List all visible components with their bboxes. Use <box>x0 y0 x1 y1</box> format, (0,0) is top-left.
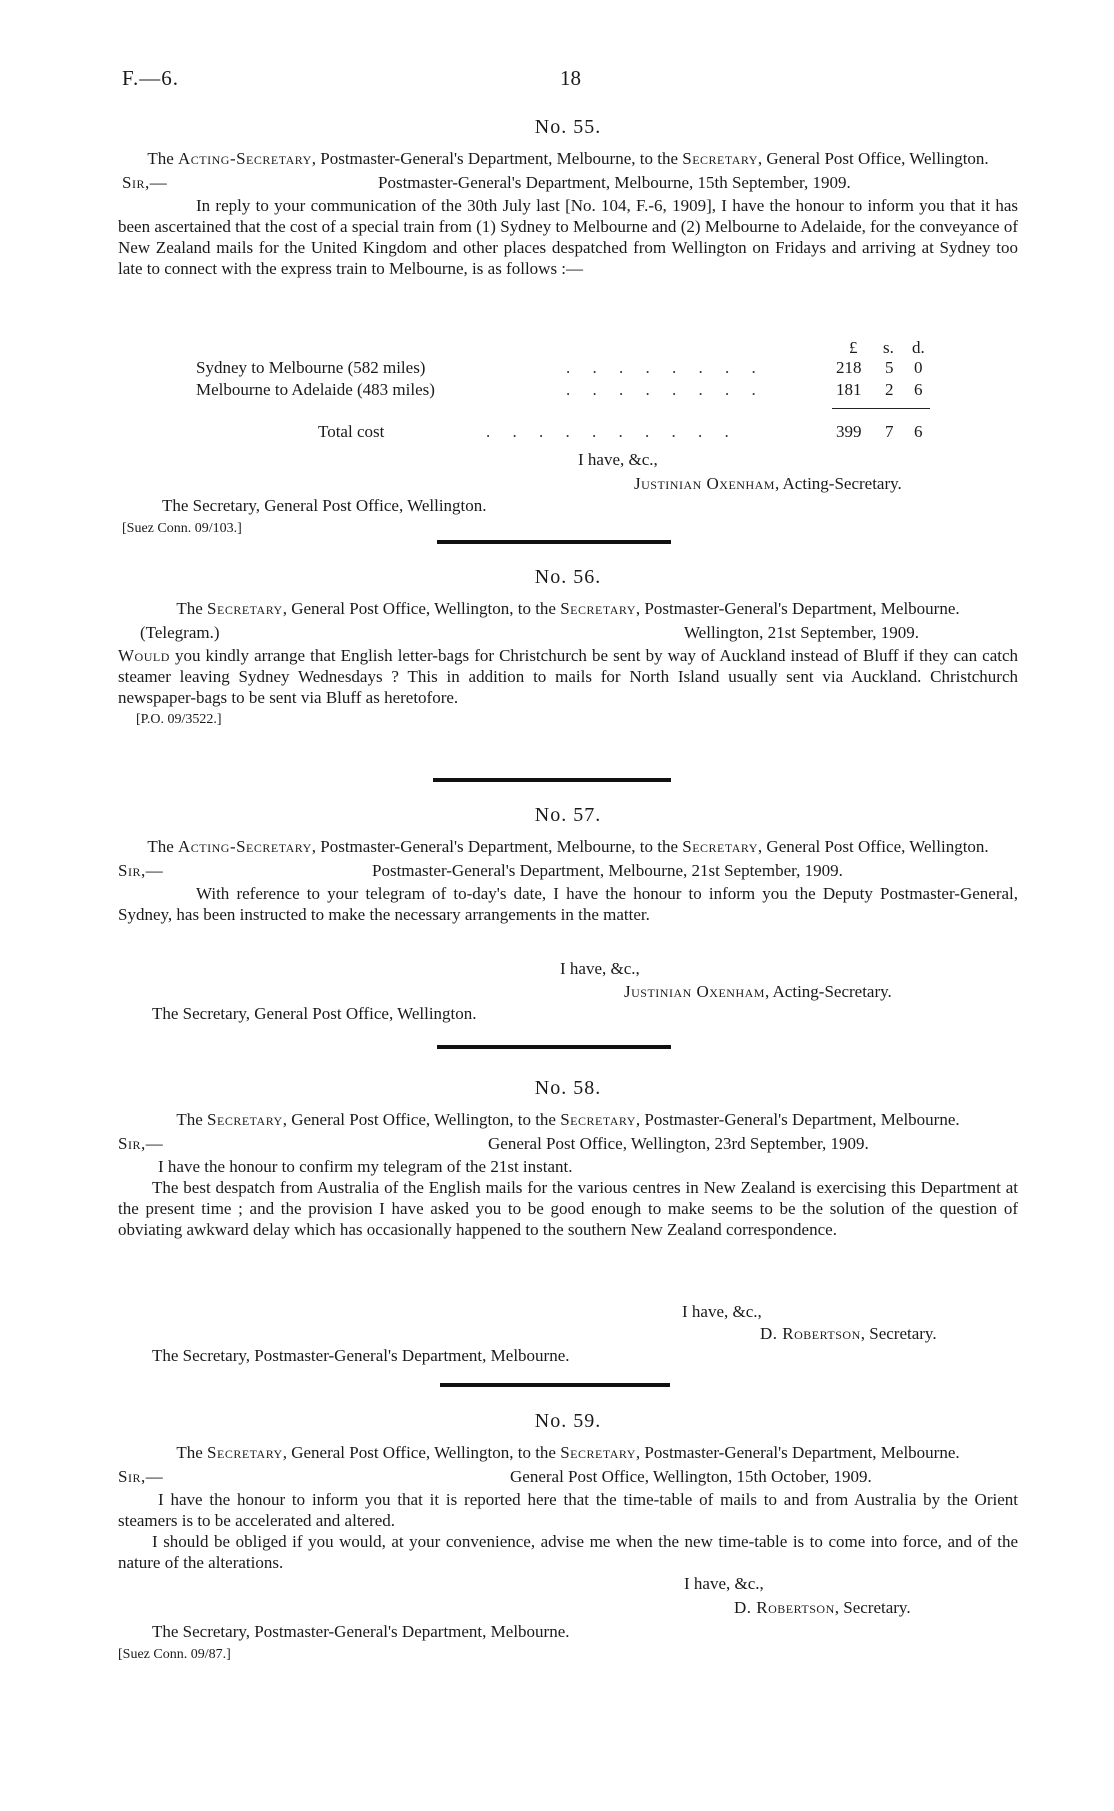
col-pence: d. <box>912 338 925 357</box>
dateline: Postmaster-General's Department, Melbourne, 21st September, 1909. <box>372 861 843 880</box>
letter-body-paragraph: I have the honour to inform you that it is reported here that the time-table of mails to and from Australia by the Orient steamers is to be accelerated and altered. <box>118 1490 1018 1530</box>
paper-reference: F.—6. <box>122 66 179 90</box>
cost-pence: 0 <box>914 358 923 377</box>
letter-heading: The Acting-Secretary, Postmaster-General's Department, Melbourne, to the Secretary, General Post Office, Wellington. <box>147 149 989 168</box>
salutation: Sir,— <box>118 1134 164 1153</box>
cost-table <box>196 338 956 444</box>
col-pounds: £ <box>849 338 858 357</box>
cost-table-header <box>196 338 956 358</box>
signature: Justinian Oxenham, Acting-Secretary. <box>624 982 892 1001</box>
salutation: Sir,— <box>118 1467 164 1486</box>
letter-body-paragraph: I have the honour to confirm my telegram of the 21st instant. <box>158 1157 573 1176</box>
section-divider <box>440 1383 670 1387</box>
cost-total-pounds: 399 <box>836 422 862 441</box>
cost-total-row <box>196 422 956 444</box>
salutation-line <box>118 1467 1018 1489</box>
leader-dots: . . . . . . . . . . <box>486 422 738 441</box>
col-shillings: s. <box>883 338 894 357</box>
dateline: Postmaster-General's Department, Melbourne, 15th September, 1909. <box>378 173 851 192</box>
salutation-line <box>118 1134 1018 1156</box>
addressee: The Secretary, General Post Office, Wellington. <box>162 496 487 515</box>
file-reference: [P.O. 09/3522.] <box>136 712 222 727</box>
cost-row-label: Sydney to Melbourne (582 miles) <box>196 358 426 377</box>
letter-body: Would you kindly arrange that English letter-bags for Christchurch be sent by way of Auckland instead of Bluff if they can catch steamer leaving Sydney Wednesdays ? This in addition to mails for North Island usually sent via Auckland. Christchurch newspaper-bags to be sent via Bluff as heretofore. <box>118 646 1019 707</box>
addressee: The Secretary, General Post Office, Wellington. <box>152 1004 477 1023</box>
cost-pence: 6 <box>914 380 923 399</box>
cost-pounds: 181 <box>836 380 862 399</box>
letter-number: No. 55. <box>534 116 602 138</box>
letter-59 <box>118 1410 1018 1573</box>
letter-number: No. 56. <box>534 566 602 588</box>
dateline: Wellington, 21st September, 1909. <box>684 623 919 642</box>
telegram-label: (Telegram.) <box>140 623 220 642</box>
letter-56 <box>118 566 1018 728</box>
signature: D. Robertson, Secretary. <box>760 1324 937 1343</box>
addressee: The Secretary, Postmaster-General's Department, Melbourne. <box>152 1346 570 1365</box>
closing: I have, &c., <box>684 1574 764 1593</box>
letter-body-paragraph: The best despatch from Australia of the English mails for the various centres in New Zealand is exercising this Department at the present time ; and the provision I have asked you to be good enough to make seems to be the solution of the question of obviating awkward delay which has occasionally happened to the southern New Zealand correspondence. <box>118 1178 1018 1239</box>
letter-heading: The Acting-Secretary, Postmaster-General's Department, Melbourne, to the Secretary, General Post Office, Wellington. <box>147 837 989 856</box>
leader-dots: . . . . . . . . <box>566 380 765 399</box>
addressee: The Secretary, Postmaster-General's Department, Melbourne. <box>152 1622 570 1641</box>
salutation-line <box>118 173 1018 195</box>
file-reference: [Suez Conn. 09/87.] <box>118 1647 231 1662</box>
dateline: General Post Office, Wellington, 23rd September, 1909. <box>488 1134 869 1153</box>
letter-number: No. 57. <box>534 804 602 826</box>
section-divider <box>437 1045 671 1049</box>
cost-row <box>196 358 956 380</box>
closing: I have, &c., <box>560 959 640 978</box>
section-divider <box>433 778 671 782</box>
letter-heading: The Secretary, General Post Office, Wellington, to the Secretary, Postmaster-General's Department, Melbourne. <box>176 1110 960 1129</box>
letter-heading: The Secretary, General Post Office, Wellington, to the Secretary, Postmaster-General's Department, Melbourne. <box>176 599 960 618</box>
letter-number: No. 59. <box>534 1410 602 1432</box>
closing: I have, &c., <box>682 1302 762 1321</box>
letter-55 <box>118 116 1018 279</box>
letter-body-paragraph: I should be obliged if you would, at your convenience, advise me when the new time-table is to come into force, and of the nature of the alterations. <box>118 1532 1018 1572</box>
cost-pounds: 218 <box>836 358 862 377</box>
sum-rule <box>832 408 930 409</box>
letter-body: With reference to your telegram of to-day's date, I have the honour to inform you the Deputy Postmaster-General, Sydney, has been instructed to make the necessary arrangements in the matter. <box>118 884 1018 924</box>
signature: Justinian Oxenham, Acting-Secretary. <box>634 474 902 493</box>
salutation: Sir,— <box>122 173 168 192</box>
signature: D. Robertson, Secretary. <box>734 1598 911 1617</box>
cost-total-label: Total cost <box>318 422 385 441</box>
letter-body: In reply to your communication of the 30th July last [No. 104, F.-6, 1909], I have the honour to inform you that it has been ascertained that the cost of a special train from (1) Sydney to Melbourne and (2) Melbourne to Adelaide, for the conveyance of New Zealand mails for the United Kingdom and other places despatched from Wellington on Fridays and arriving at Sydney too late to connect with the express train to Melbourne, is as follows :— <box>118 196 1018 278</box>
cost-total-pence: 6 <box>914 422 923 441</box>
telegram-line <box>118 623 1018 645</box>
section-divider <box>437 540 671 544</box>
cost-shillings: 2 <box>885 380 894 399</box>
letter-58 <box>118 1077 1018 1240</box>
cost-row-label: Melbourne to Adelaide (483 miles) <box>196 380 435 399</box>
salutation-line <box>118 861 1018 883</box>
file-reference: [Suez Conn. 09/103.] <box>122 521 242 536</box>
closing: I have, &c., <box>578 450 658 469</box>
letter-number: No. 58. <box>534 1077 602 1099</box>
salutation: Sir,— <box>118 861 164 880</box>
page-number: 18 <box>560 66 581 90</box>
cost-shillings: 5 <box>885 358 894 377</box>
cost-row <box>196 380 956 402</box>
cost-total-shillings: 7 <box>885 422 894 441</box>
leader-dots: . . . . . . . . <box>566 358 765 377</box>
letter-57 <box>118 804 1018 925</box>
dateline: General Post Office, Wellington, 15th October, 1909. <box>510 1467 872 1486</box>
letter-heading: The Secretary, General Post Office, Wellington, to the Secretary, Postmaster-General's Department, Melbourne. <box>176 1443 960 1462</box>
